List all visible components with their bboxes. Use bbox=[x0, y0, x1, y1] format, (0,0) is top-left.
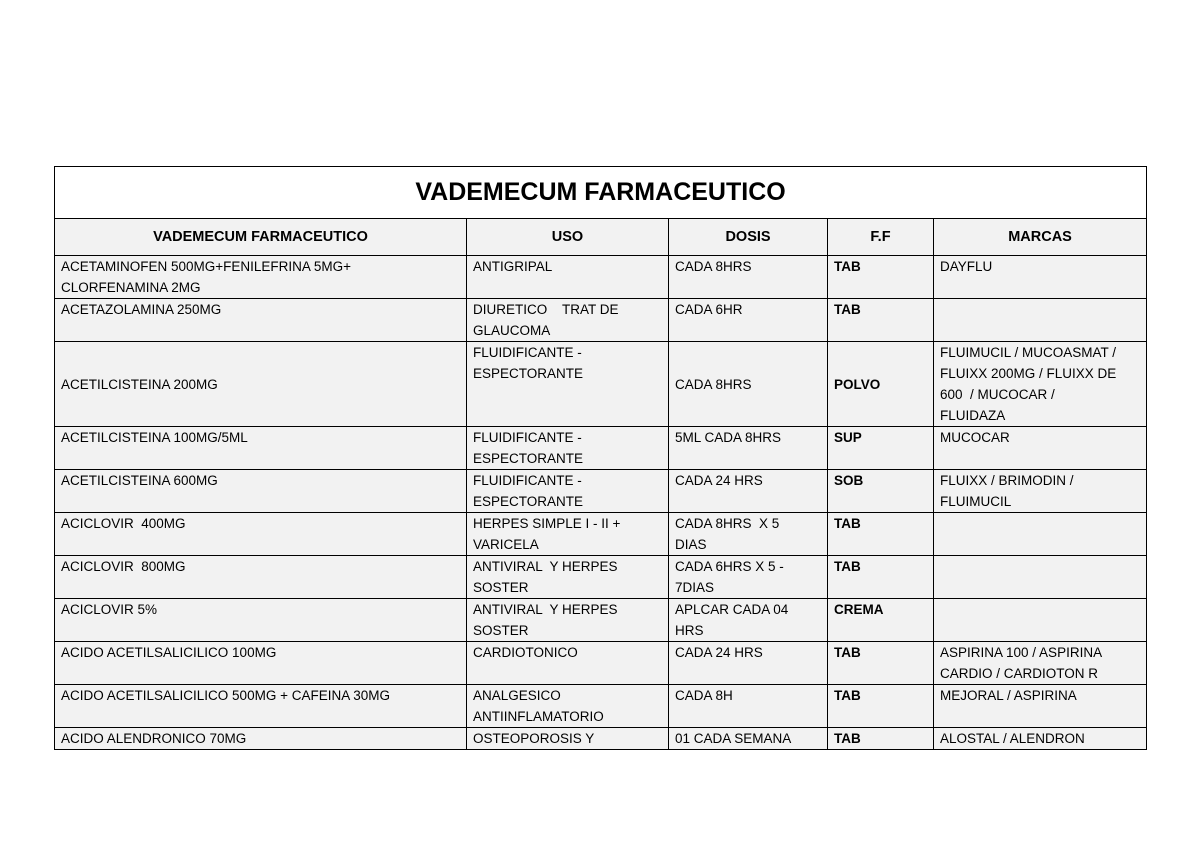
table-row bbox=[55, 470, 1147, 513]
cell-ff bbox=[828, 470, 934, 513]
cell-dosis-line: CADA 6HR bbox=[675, 302, 743, 317]
cell-dosis-line: CADA 8HRS bbox=[675, 376, 752, 392]
table-row bbox=[55, 513, 1147, 556]
cell-dosis bbox=[669, 556, 828, 599]
cell-dosis bbox=[669, 599, 828, 642]
cell-dosis-line: HRS bbox=[675, 623, 704, 638]
header-ff: F.F bbox=[828, 219, 934, 256]
cell-dosis-line: 5ML CADA 8HRS bbox=[675, 430, 782, 445]
cell-ff-value: TAB bbox=[834, 645, 861, 660]
cell-uso-line: ANALGESICO bbox=[473, 688, 561, 703]
cell-uso-line: ANTIINFLAMATORIO bbox=[473, 709, 604, 724]
cell-ff-value: CREMA bbox=[834, 602, 884, 617]
cell-dosis bbox=[669, 642, 828, 685]
cell-uso-line: CARDIOTONICO bbox=[473, 645, 578, 660]
cell-ff bbox=[828, 342, 934, 427]
header-row bbox=[55, 219, 1147, 256]
cell-marcas-line: ASPIRINA 100 / ASPIRINA bbox=[940, 645, 1103, 660]
cell-medicamento bbox=[55, 299, 467, 342]
table-row bbox=[55, 599, 1147, 642]
cell-medicamento bbox=[55, 599, 467, 642]
cell-ff bbox=[828, 642, 934, 685]
cell-dosis bbox=[669, 470, 828, 513]
table-row bbox=[55, 685, 1147, 728]
cell-uso bbox=[467, 342, 669, 427]
cell-marcas-line: FLUIMUCIL bbox=[940, 494, 1012, 509]
cell-marcas-line: 600 / MUCOCAR / bbox=[940, 387, 1055, 402]
cell-ff bbox=[828, 728, 934, 750]
cell-medicamento-line: ACIDO ACETILSALICILICO 500MG + CAFEINA 30MG bbox=[61, 688, 390, 703]
cell-marcas-line: FLUIDAZA bbox=[940, 408, 1006, 423]
header-marcas: MARCAS bbox=[934, 219, 1147, 256]
cell-medicamento bbox=[55, 513, 467, 556]
cell-uso-line: GLAUCOMA bbox=[473, 323, 551, 338]
cell-medicamento-line: ACIDO ALENDRONICO 70MG bbox=[61, 731, 247, 746]
header-medicamento: VADEMECUM FARMACEUTICO bbox=[55, 219, 467, 256]
cell-medicamento-line: ACETAZOLAMINA 250MG bbox=[61, 302, 222, 317]
document-title: VADEMECUM FARMACEUTICO bbox=[55, 167, 1147, 219]
cell-medicamento bbox=[55, 642, 467, 685]
cell-medicamento bbox=[55, 556, 467, 599]
table-row bbox=[55, 556, 1147, 599]
cell-dosis bbox=[669, 299, 828, 342]
cell-medicamento bbox=[55, 728, 467, 750]
cell-medicamento bbox=[55, 427, 467, 470]
cell-uso-line: ANTIGRIPAL bbox=[473, 259, 553, 274]
cell-dosis-line: CADA 24 HRS bbox=[675, 473, 763, 488]
cell-uso bbox=[467, 299, 669, 342]
cell-ff-value: TAB bbox=[834, 688, 861, 703]
table-row bbox=[55, 427, 1147, 470]
title-row bbox=[55, 167, 1147, 219]
cell-uso-line: SOSTER bbox=[473, 623, 529, 638]
cell-medicamento-line: ACETILCISTEINA 200MG bbox=[61, 376, 218, 392]
table-row bbox=[55, 642, 1147, 685]
cell-uso-line: ESPECTORANTE bbox=[473, 451, 584, 466]
cell-marcas bbox=[934, 685, 1147, 728]
table-row bbox=[55, 342, 1147, 427]
cell-ff bbox=[828, 299, 934, 342]
cell-medicamento bbox=[55, 342, 467, 427]
cell-marcas-line: ALOSTAL / ALENDRON bbox=[940, 731, 1085, 746]
cell-medicamento-line: ACICLOVIR 5% bbox=[61, 602, 158, 617]
cell-marcas-line: CARDIO / CARDIOTON R bbox=[940, 666, 1099, 681]
cell-medicamento-line: ACIDO ACETILSALICILICO 100MG bbox=[61, 645, 277, 660]
cell-marcas-line: FLUIXX 200MG / FLUIXX DE bbox=[940, 366, 1117, 381]
cell-marcas bbox=[934, 470, 1147, 513]
cell-uso bbox=[467, 728, 669, 750]
cell-ff-value: TAB bbox=[834, 259, 861, 274]
cell-marcas-line: FLUIXX / BRIMODIN / bbox=[940, 473, 1074, 488]
cell-marcas bbox=[934, 556, 1147, 599]
cell-uso bbox=[467, 556, 669, 599]
cell-uso-line: ANTIVIRAL Y HERPES bbox=[473, 559, 618, 574]
cell-uso-line: OSTEOPOROSIS Y bbox=[473, 731, 595, 746]
cell-medicamento-line: ACICLOVIR 800MG bbox=[61, 559, 186, 574]
cell-uso-line: FLUIDIFICANTE - bbox=[473, 430, 582, 445]
cell-dosis-line: CADA 8HRS bbox=[675, 259, 752, 274]
cell-dosis-line: CADA 8HRS X 5 bbox=[675, 516, 780, 531]
cell-uso-line: VARICELA bbox=[473, 537, 539, 552]
cell-marcas-line: MUCOCAR bbox=[940, 430, 1010, 445]
cell-uso bbox=[467, 470, 669, 513]
cell-ff-value: TAB bbox=[834, 302, 861, 317]
table-row bbox=[55, 256, 1147, 299]
cell-uso bbox=[467, 599, 669, 642]
cell-ff bbox=[828, 599, 934, 642]
cell-ff-value: POLVO bbox=[834, 376, 881, 392]
cell-dosis bbox=[669, 256, 828, 299]
cell-uso-line: FLUIDIFICANTE - bbox=[473, 345, 582, 360]
cell-uso-line: DIURETICO TRAT DE bbox=[473, 302, 619, 317]
cell-marcas bbox=[934, 728, 1147, 750]
cell-dosis-line: CADA 8H bbox=[675, 688, 733, 703]
cell-dosis-line: 01 CADA SEMANA bbox=[675, 731, 792, 746]
cell-uso bbox=[467, 427, 669, 470]
cell-marcas bbox=[934, 642, 1147, 685]
cell-medicamento-line: ACETILCISTEINA 600MG bbox=[61, 473, 218, 488]
cell-uso-line: HERPES SIMPLE I - II + bbox=[473, 516, 621, 531]
cell-ff-value: SUP bbox=[834, 430, 862, 445]
cell-dosis-line: APLCAR CADA 04 bbox=[675, 602, 789, 617]
header-dosis: DOSIS bbox=[669, 219, 828, 256]
cell-ff bbox=[828, 685, 934, 728]
cell-ff bbox=[828, 556, 934, 599]
cell-uso-line: SOSTER bbox=[473, 580, 529, 595]
cell-marcas-line: DAYFLU bbox=[940, 259, 993, 274]
cell-ff-value: TAB bbox=[834, 516, 861, 531]
cell-marcas bbox=[934, 299, 1147, 342]
cell-medicamento bbox=[55, 685, 467, 728]
cell-marcas bbox=[934, 342, 1147, 427]
cell-uso bbox=[467, 642, 669, 685]
cell-marcas bbox=[934, 513, 1147, 556]
cell-medicamento-line: ACICLOVIR 400MG bbox=[61, 516, 186, 531]
header-uso: USO bbox=[467, 219, 669, 256]
cell-ff-value: TAB bbox=[834, 559, 861, 574]
cell-uso bbox=[467, 685, 669, 728]
cell-dosis-line: DIAS bbox=[675, 537, 707, 552]
cell-dosis-line: CADA 6HRS X 5 - bbox=[675, 559, 784, 574]
cell-marcas bbox=[934, 599, 1147, 642]
cell-dosis bbox=[669, 427, 828, 470]
cell-dosis bbox=[669, 685, 828, 728]
cell-uso-line: ANTIVIRAL Y HERPES bbox=[473, 602, 618, 617]
cell-marcas-line: FLUIMUCIL / MUCOASMAT / bbox=[940, 345, 1117, 360]
vademecum-table bbox=[54, 166, 1147, 750]
cell-medicamento bbox=[55, 256, 467, 299]
cell-medicamento-line: CLORFENAMINA 2MG bbox=[61, 280, 201, 295]
cell-uso-line: FLUIDIFICANTE - bbox=[473, 473, 582, 488]
cell-medicamento-line: ACETAMINOFEN 500MG+FENILEFRINA 5MG+ bbox=[61, 259, 352, 274]
cell-uso-line: ESPECTORANTE bbox=[473, 366, 584, 381]
cell-dosis bbox=[669, 513, 828, 556]
cell-ff bbox=[828, 513, 934, 556]
cell-medicamento-line: ACETILCISTEINA 100MG/5ML bbox=[61, 430, 248, 445]
cell-ff-value: TAB bbox=[834, 731, 861, 746]
table-row bbox=[55, 299, 1147, 342]
cell-ff-value: SOB bbox=[834, 473, 864, 488]
cell-ff bbox=[828, 427, 934, 470]
cell-marcas-line: MEJORAL / ASPIRINA bbox=[940, 688, 1077, 703]
cell-marcas bbox=[934, 256, 1147, 299]
cell-marcas bbox=[934, 427, 1147, 470]
cell-uso bbox=[467, 513, 669, 556]
cell-dosis-line: CADA 24 HRS bbox=[675, 645, 763, 660]
vademecum-sheet bbox=[54, 166, 1146, 750]
cell-uso-line: ESPECTORANTE bbox=[473, 494, 584, 509]
cell-dosis bbox=[669, 342, 828, 427]
cell-dosis-line: 7DIAS bbox=[675, 580, 715, 595]
cell-medicamento bbox=[55, 470, 467, 513]
cell-dosis bbox=[669, 728, 828, 750]
cell-ff bbox=[828, 256, 934, 299]
cell-uso bbox=[467, 256, 669, 299]
table-row bbox=[55, 728, 1147, 750]
